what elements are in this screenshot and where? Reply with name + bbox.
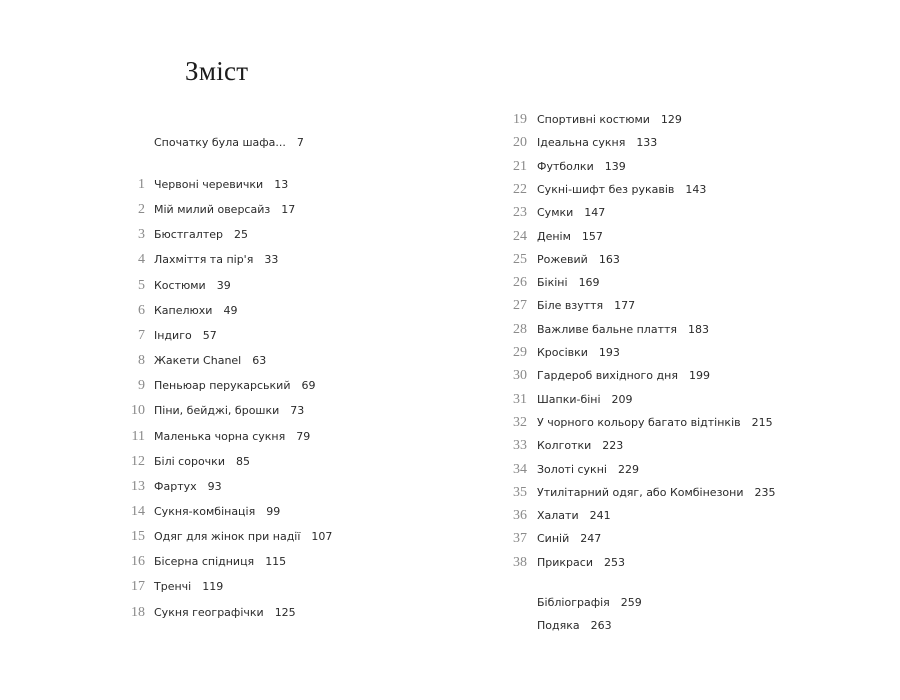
chapter-title: Пеньюар перукарський xyxy=(154,379,291,393)
page-number: 259 xyxy=(620,596,642,609)
chapter-number: 14 xyxy=(131,503,145,519)
chapter-number: 26 xyxy=(513,275,527,291)
page-number: 129 xyxy=(660,113,682,126)
chapter-title: Червоні черевички xyxy=(154,178,264,191)
chapter-number: 12 xyxy=(131,453,145,469)
chapter-title: Фартух xyxy=(154,479,197,493)
chapter-number: 15 xyxy=(131,529,145,545)
chapter-title: Футболки xyxy=(537,159,594,173)
chapter-title: Кросівки xyxy=(537,346,588,359)
chapter-number: 22 xyxy=(513,181,527,197)
page-number: 199 xyxy=(688,369,710,383)
page-number: 169 xyxy=(578,276,600,290)
page-number: 183 xyxy=(688,322,710,336)
page-number: 247 xyxy=(580,532,602,546)
page-number: 163 xyxy=(598,252,620,266)
chapter-title: Бісерна спідниця xyxy=(154,555,255,569)
page-number: 229 xyxy=(617,462,639,476)
page-number: 143 xyxy=(685,182,707,196)
chapter-number: 34 xyxy=(513,461,527,477)
page-number: 115 xyxy=(265,555,287,569)
page-number: 125 xyxy=(274,605,296,619)
page-number: 209 xyxy=(611,392,633,406)
page-number: 13 xyxy=(274,178,289,191)
chapter-number: 27 xyxy=(513,298,527,314)
page-number: 73 xyxy=(290,404,305,418)
chapter-number: 35 xyxy=(513,484,527,500)
chapter-title: Маленька чорна сукня xyxy=(154,429,286,443)
page-number: 177 xyxy=(614,299,636,313)
chapter-title: Важливе бальне плаття xyxy=(537,322,678,336)
page-number: 85 xyxy=(235,454,250,468)
chapter-number: 28 xyxy=(513,321,527,337)
chapter-title: Спортивні костюми xyxy=(537,113,650,126)
chapter-number: 1 xyxy=(138,177,145,192)
chapter-title: Бікіні xyxy=(537,276,568,290)
page-number: 263 xyxy=(590,619,612,632)
chapter-number: 20 xyxy=(513,135,527,151)
page-number: 33 xyxy=(264,253,279,267)
chapter-title: Ідеальна сукня xyxy=(537,136,626,150)
chapter-title: Рожевий xyxy=(537,252,588,266)
page-number: 49 xyxy=(223,303,238,317)
page-number: 157 xyxy=(581,229,603,243)
chapter-number: 32 xyxy=(513,414,527,430)
chapter-title: Бюстгалтер xyxy=(154,228,223,242)
chapter-title: Колготки xyxy=(537,439,592,453)
page-number: 93 xyxy=(207,479,222,493)
chapter-number: 16 xyxy=(131,554,145,570)
chapter-number: 9 xyxy=(138,378,145,394)
chapter-title: Індиго xyxy=(154,328,192,342)
chapter-title: Лахміття та пір'я xyxy=(154,253,254,267)
chapter-number: 30 xyxy=(513,368,527,384)
page-number: 99 xyxy=(266,504,281,518)
page-number: 223 xyxy=(602,439,624,453)
chapter-title: Костюми xyxy=(154,278,206,292)
chapter-number: 5 xyxy=(138,277,145,293)
page-number: 215 xyxy=(751,415,773,429)
chapter-number: 38 xyxy=(513,554,527,570)
chapter-number: 29 xyxy=(513,345,527,360)
page-number: 17 xyxy=(281,203,296,217)
chapter-title: Капелюхи xyxy=(154,303,213,317)
chapter-title: Синій xyxy=(537,532,570,546)
chapter-title: У чорного кольору багато відтінків xyxy=(537,415,741,429)
chapter-number: 33 xyxy=(513,438,527,454)
page-number: 235 xyxy=(754,485,776,499)
chapter-number: 13 xyxy=(131,478,145,494)
chapter-number: 18 xyxy=(131,604,145,620)
chapter-title: Утилітарний одяг, або Комбінезони xyxy=(537,485,744,499)
chapter-title: Білі сорочки xyxy=(154,454,225,468)
chapter-number: 21 xyxy=(513,158,527,174)
page-number: 57 xyxy=(202,328,217,342)
page-number: 25 xyxy=(233,228,248,242)
chapter-number: 23 xyxy=(513,205,527,221)
chapter-title: Сукня-комбінація xyxy=(154,504,256,518)
page-number: 107 xyxy=(311,530,333,544)
chapter-title: Одяг для жінок при надії xyxy=(154,530,301,544)
chapter-title: Шапки-біні xyxy=(537,392,601,406)
chapter-title: Гардероб вихідного дня xyxy=(537,369,678,383)
page-number: 63 xyxy=(252,354,267,368)
chapter-title: Сумки xyxy=(537,206,574,220)
chapter-title: Подяка xyxy=(537,619,580,632)
page-number: 119 xyxy=(202,580,224,594)
chapter-title: Мій милий оверсайз xyxy=(154,203,271,217)
chapter-number: 37 xyxy=(513,531,527,547)
chapter-number: 7 xyxy=(138,327,145,343)
chapter-number: 4 xyxy=(138,252,145,268)
chapter-title: Денім xyxy=(537,229,571,243)
chapter-title: Халати xyxy=(537,509,579,523)
chapter-title: Тренчі xyxy=(154,580,192,594)
chapter-number: 24 xyxy=(513,228,527,244)
page-number: 253 xyxy=(603,555,625,569)
chapter-title: Піни, бейджі, брошки xyxy=(154,404,280,418)
chapter-title: Біле взуття xyxy=(537,299,604,313)
page-number: 7 xyxy=(296,136,304,149)
chapter-number: 2 xyxy=(138,202,145,218)
chapter-title: Бібліографія xyxy=(537,596,610,609)
chapter-number: 17 xyxy=(131,579,145,595)
chapter-number: 19 xyxy=(513,112,527,127)
page-number: 133 xyxy=(636,136,658,150)
page-number: 241 xyxy=(589,509,611,523)
page-number: 193 xyxy=(598,346,620,359)
chapter-title: Золоті сукні xyxy=(537,462,607,476)
chapter-number: 25 xyxy=(513,251,527,267)
chapter-title: Сукня географічки xyxy=(154,605,264,619)
page-number: 69 xyxy=(301,379,316,393)
chapter-number: 8 xyxy=(138,353,145,369)
chapter-number: 11 xyxy=(131,428,145,444)
chapter-number: 31 xyxy=(513,391,527,407)
chapter-number: 6 xyxy=(138,302,145,318)
page-number: 79 xyxy=(296,429,311,443)
chapter-number: 36 xyxy=(513,508,527,524)
chapter-title: Спочатку була шафа... xyxy=(154,136,286,149)
chapter-title: Жакети Chanel xyxy=(154,354,242,368)
page-number: 147 xyxy=(584,206,606,220)
page-title: Зміст xyxy=(185,56,249,86)
chapter-title: Прикраси xyxy=(537,555,593,569)
chapter-number: 10 xyxy=(131,403,145,419)
page-number: 39 xyxy=(216,278,231,292)
chapter-title: Сукні-шифт без рукавів xyxy=(537,182,675,196)
page-number: 139 xyxy=(604,159,626,173)
chapter-number: 3 xyxy=(138,227,145,243)
